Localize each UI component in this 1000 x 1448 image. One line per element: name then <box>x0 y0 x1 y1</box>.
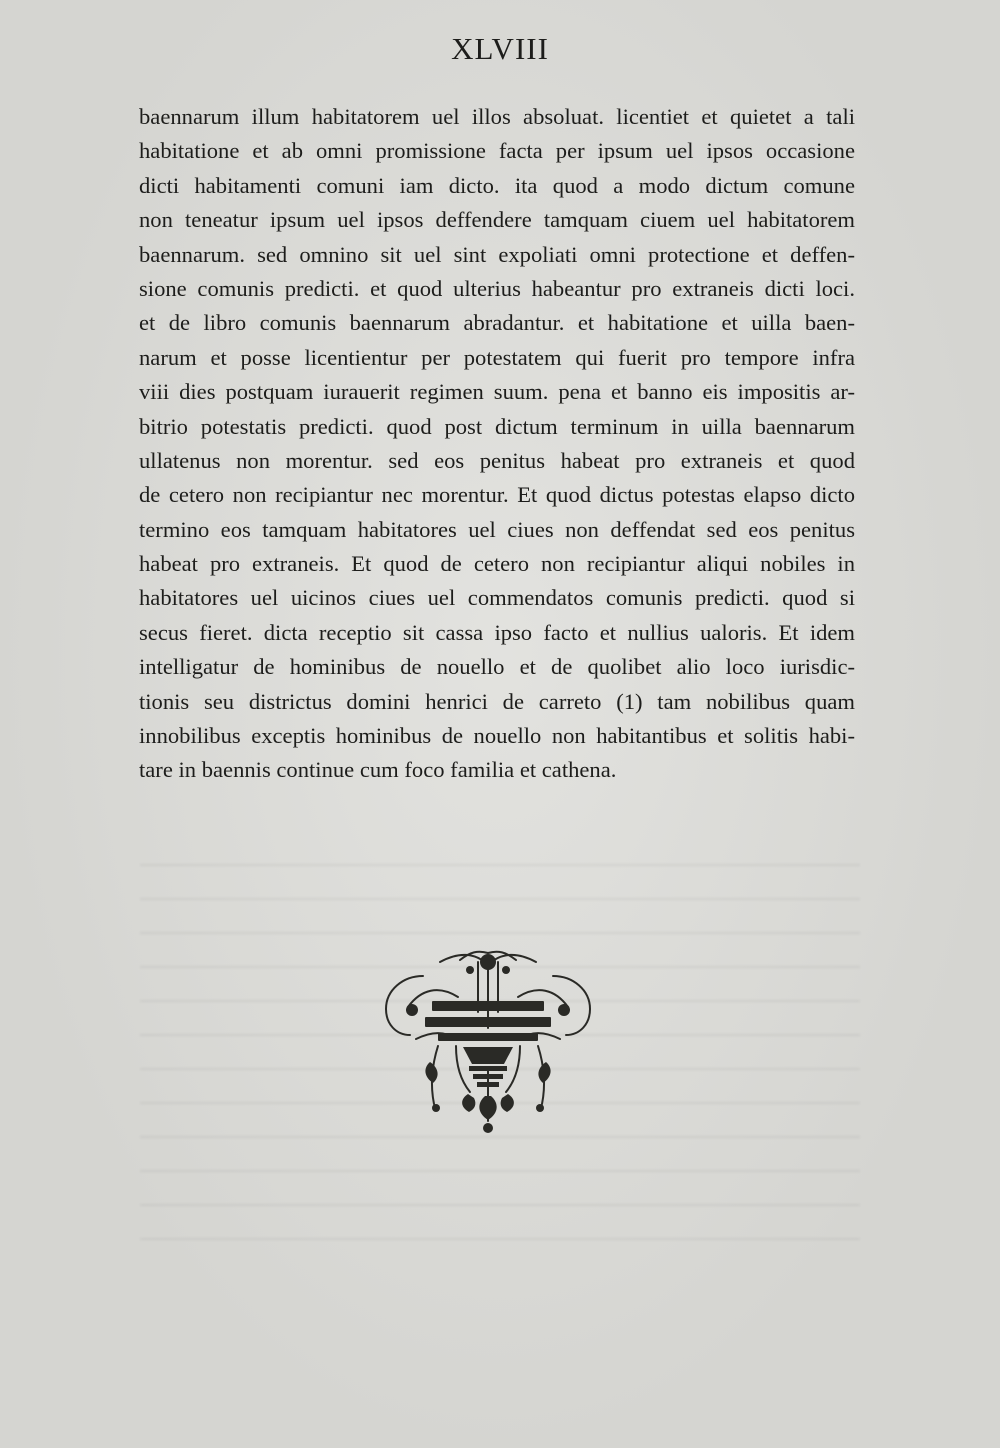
text-line: et de libro comunis baennarum abradantur. et habitatione et uilla baen- <box>139 310 855 336</box>
text-line: innobilibus exceptis hominibus de nouello non habitantibus et solitis habi- <box>139 723 855 749</box>
text-line: baennarum illum habitatorem uel illos absoluat. licentiet et quietet a tali <box>139 104 855 129</box>
text-line: intelligatur de hominibus de nouello et de quolibet alio loco iurisdic- <box>139 654 855 680</box>
text-line: bitrio potestatis predicti. quod post dictum terminum in uilla baennarum <box>139 413 855 439</box>
text-line: viii dies postquam iurauerit regimen suum. pena et banno eis impositis ar- <box>139 379 855 405</box>
text-line: non teneatur ipsum uel ipsos deffendere tamquam ciuem uel habitatorem <box>139 207 855 233</box>
text-line: dicti habitamenti comuni iam dicto. ita quod a modo dictum comune <box>139 172 855 198</box>
text-line: termino eos tamquam habitatores uel ciues non deffendat sed eos penitus <box>139 516 855 542</box>
text-line: baennarum. sed omnino sit uel sint expoliati omni protectione et deffen- <box>139 241 855 267</box>
text-line: ullatenus non morentur. sed eos penitus habeat pro extraneis et quod <box>139 447 855 473</box>
page-number: XLVIII <box>451 31 549 66</box>
text-line: habitatores uel uicinos ciues uel commendatos comunis predicti. quod si <box>139 585 855 611</box>
decorative-ornament <box>368 944 608 1139</box>
body-text <box>139 100 855 788</box>
text-line: habitatione et ab omni promissione facta per ipsum uel ipsos occasione <box>139 138 855 164</box>
text-line: narum et posse licentientur per potestatem qui fuerit pro tempore infra <box>139 344 855 370</box>
text-line: tare in baennis continue cum foco familia et cathena. <box>139 757 617 783</box>
text-line: habeat pro extraneis. Et quod de cetero non recipiantur aliqui nobiles in <box>139 551 855 577</box>
text-line: de cetero non recipiantur nec morentur. Et quod dictus potestas elapso dicto <box>139 482 855 508</box>
text-line: sione comunis predicti. et quod ulterius habeantur pro extraneis dicti loci. <box>139 275 855 301</box>
text-line: secus fieret. dicta receptio sit cassa ipso facto et nullius ualoris. Et idem <box>139 619 855 645</box>
text-line: tionis seu districtus domini henrici de carreto (1) tam nobilibus quam <box>139 688 855 714</box>
